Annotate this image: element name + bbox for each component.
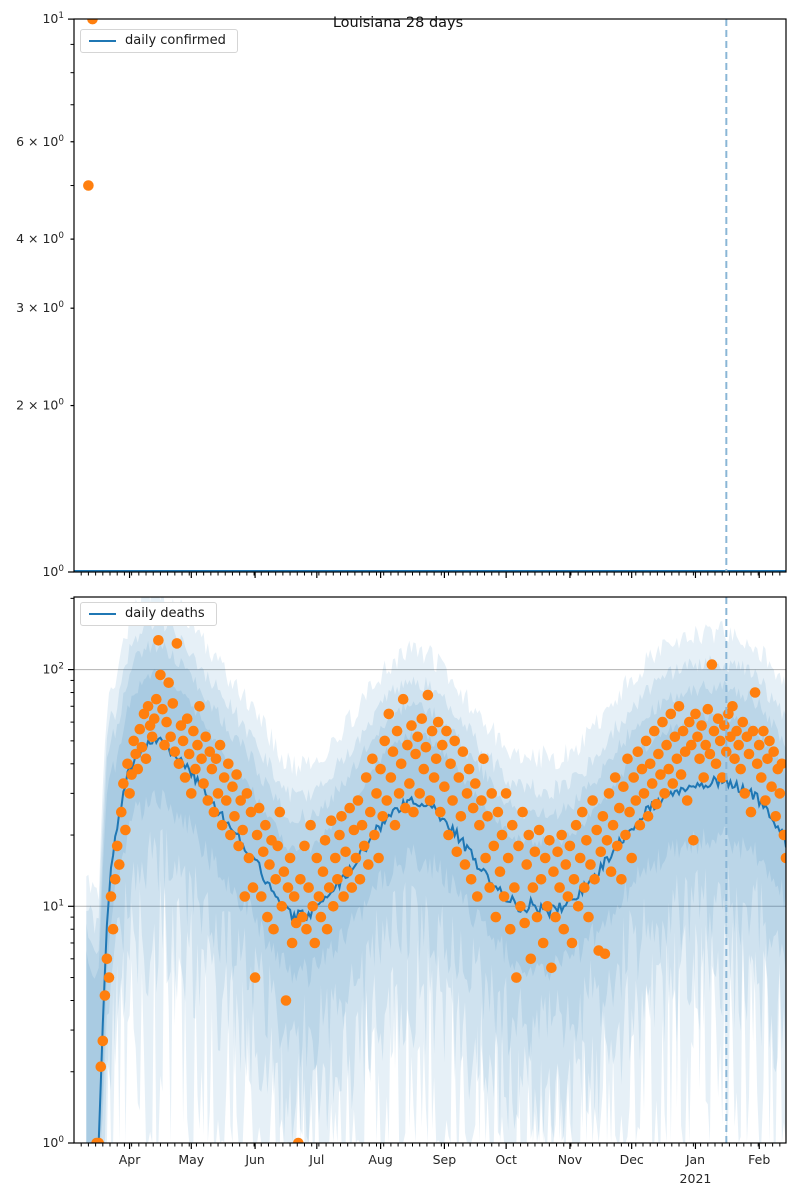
x-tick-label: Nov — [557, 1152, 583, 1167]
x-tick-label: Jun — [245, 1152, 265, 1167]
x-tick-year-label: 2021 — [679, 1171, 712, 1186]
x-tick-label: Oct — [495, 1152, 517, 1167]
x-tick-label: Aug — [368, 1152, 393, 1167]
x-tick-label: Sep — [432, 1152, 457, 1167]
x-tick-label: Feb — [748, 1152, 771, 1167]
x-tick-label: Dec — [619, 1152, 644, 1167]
legend-line-swatch — [89, 40, 116, 42]
y-tick-label: $3 \times 10^0$ — [16, 300, 64, 316]
legend-line-swatch — [89, 613, 116, 615]
y-axis-top — [16, 11, 74, 579]
legend-label: daily deaths — [125, 606, 205, 621]
x-tick-label: Apr — [118, 1152, 141, 1167]
y-axis-bottom — [42, 598, 74, 1150]
y-tick-label: $10^0$ — [42, 1135, 64, 1150]
plot-border-top — [74, 19, 786, 572]
uncertainty-bands — [86, 580, 786, 1143]
x-tick-label: Jul — [309, 1152, 325, 1167]
legend-daily-confirmed — [80, 29, 238, 53]
y-tick-label: $10^1$ — [42, 11, 64, 27]
x-tick-label: May — [178, 1152, 205, 1167]
x-tick-label: Jan — [685, 1152, 706, 1167]
legend-label: daily confirmed — [125, 33, 226, 48]
x-axis-labels — [119, 1152, 771, 1186]
y-tick-label: $6 \times 10^0$ — [16, 133, 64, 149]
y-tick-label: $10^1$ — [42, 898, 64, 914]
y-tick-label: $10^2$ — [42, 661, 64, 677]
chart-title: Louisiana 28 days — [332, 15, 464, 31]
y-tick-label: $2 \times 10^0$ — [16, 397, 64, 413]
y-tick-label: $4 \times 10^0$ — [16, 231, 64, 247]
y-tick-label: $10^0$ — [42, 564, 64, 579]
legend-daily-deaths — [80, 602, 217, 626]
